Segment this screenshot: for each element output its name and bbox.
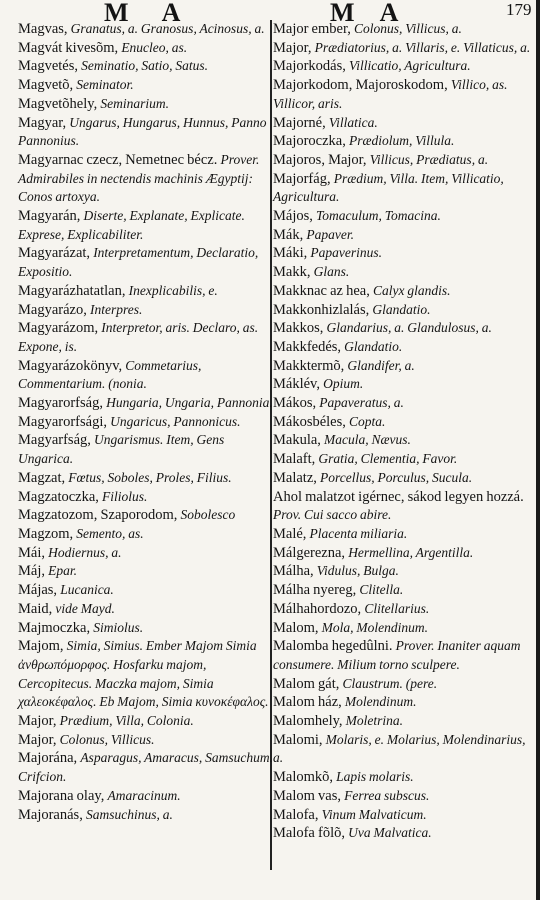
dictionary-entry — [18, 431, 280, 468]
entry-headword: Majom, — [18, 638, 67, 655]
entry-headword: Málha, — [273, 563, 317, 580]
entry-latin-gloss: Granatus, a. Granosus, Acinosus, a. — [70, 21, 265, 36]
dictionary-entry — [273, 244, 535, 263]
entry-latin-gloss: Prædiatorius, a. Villaris, e. Villaticus, a. — [314, 39, 531, 55]
entry-latin-gloss: Clitellarius. — [364, 600, 430, 616]
dictionary-entry — [273, 394, 535, 413]
dictionary-entry — [273, 57, 535, 76]
dictionary-entry — [273, 544, 535, 563]
dictionary-entry — [18, 357, 280, 394]
entry-headword: Major, — [273, 39, 315, 56]
entry-latin-gloss: Glandarius, a. Glandulosus, a. — [326, 320, 492, 336]
dictionary-entry — [273, 207, 535, 226]
entry-headword: Magzom, — [18, 525, 77, 542]
dictionary-entry — [273, 413, 535, 432]
dictionary-entry — [273, 768, 535, 787]
entry-latin-gloss: Hungaria, Ungaria, Pannonia. — [106, 395, 273, 411]
dictionary-entry — [273, 619, 535, 638]
entry-headword: Malé, — [273, 525, 310, 542]
entry-latin-gloss: Colonus, Villicus, a. — [353, 21, 462, 36]
entry-headword: Malomi, — [273, 731, 326, 748]
entry-latin-gloss: Papaverinus. — [310, 245, 382, 261]
dictionary-entry — [18, 637, 280, 712]
entry-headword: Magzatozom, Szaporodom, — [18, 507, 181, 524]
entry-latin-gloss: Fœtus, Soboles, Proles, Filius. — [68, 469, 232, 485]
entry-headword: Majorana olay, — [18, 787, 108, 804]
entry-headword: Magyarázat, — [18, 245, 94, 262]
entry-headword: Majoros, Major, — [273, 151, 370, 168]
dictionary-entry — [273, 488, 535, 525]
dictionary-entry — [18, 95, 280, 114]
entry-headword: Majorkodás, — [273, 58, 350, 75]
dictionary-entry — [273, 338, 535, 357]
left-column — [18, 20, 280, 824]
entry-headword: Makk, — [273, 264, 314, 281]
entry-headword: Malomhely, — [273, 713, 346, 730]
entry-latin-gloss: Prover. Inaniter aquam consumere. Milium torno sculpere. — [273, 638, 521, 672]
dictionary-entry — [273, 731, 535, 768]
dictionary-entry — [273, 600, 535, 619]
dictionary-entry — [18, 469, 280, 488]
dictionary-entry — [18, 394, 280, 413]
dictionary-entry — [273, 581, 535, 600]
entry-headword: Majmoczka, — [18, 619, 94, 636]
dictionary-entry — [273, 114, 535, 133]
dictionary-entry — [273, 806, 535, 825]
right-column — [273, 20, 535, 843]
entry-latin-gloss: Glandifer, a. — [347, 357, 415, 373]
header-right-letters: M A — [330, 0, 409, 27]
entry-headword: Majorfág, — [273, 170, 334, 187]
entry-headword: Magyarorfsági, — [18, 413, 111, 430]
entry-latin-gloss: vide Mayd. — [55, 600, 115, 616]
entry-latin-gloss: Commetarius, Commentarium. (nonia. — [18, 357, 202, 392]
entry-headword: Major, — [18, 731, 60, 748]
dictionary-entry — [18, 39, 280, 58]
dictionary-entry — [18, 20, 280, 39]
entry-headword: Magyarázokönyv, — [18, 357, 126, 374]
entry-latin-gloss: Papaveratus, a. — [319, 395, 404, 411]
entry-latin-gloss: Prover. Admirabiles in nectendis machinis Ægyptij: Conos artoxya. — [18, 151, 260, 205]
header-left-letters: M A — [104, 0, 195, 27]
entry-latin-gloss: Glans. — [313, 264, 350, 280]
entry-latin-gloss: Lucanica. — [60, 582, 114, 598]
entry-latin-gloss: Molendinum. — [344, 694, 417, 710]
entry-latin-gloss: Molaris, e. Molarius, Molendinarius, a. — [273, 731, 526, 766]
dictionary-entry — [18, 712, 280, 731]
entry-latin-gloss: Samsuchinus, a. — [85, 806, 173, 822]
entry-latin-gloss: Prædium, Villa, Colonia. — [59, 713, 194, 729]
entry-headword: Máki, — [273, 245, 311, 262]
dictionary-entry — [273, 431, 535, 450]
entry-latin-gloss: Ungarus, Hungarus, Hunnus, Panno Pannonius. — [18, 114, 267, 149]
entry-latin-gloss: Ungaricus, Pannonicus. — [110, 413, 241, 429]
entry-headword: Malom ház, — [273, 694, 345, 711]
entry-latin-gloss: Seminatio, Satio, Satus. — [81, 58, 208, 74]
entry-latin-gloss: Calyx glandis. — [372, 282, 451, 298]
entry-headword: Magvas, — [18, 21, 71, 37]
entry-latin-gloss: Clitella. — [359, 582, 404, 598]
dictionary-entry — [18, 581, 280, 600]
entry-headword: Ahol malatzot igérnec, sákod legyen hozzá. — [273, 488, 524, 505]
entry-headword: Magyarázo, — [18, 301, 90, 318]
entry-headword: Majorkodom, Majoroskodom, — [273, 77, 451, 94]
entry-latin-gloss: Inexplicabilis, e. — [128, 282, 218, 298]
page-number: 179 — [506, 0, 532, 19]
dictionary-entry — [18, 600, 280, 619]
entry-latin-gloss: Claustrum. (pere. — [342, 675, 438, 691]
dictionary-entry — [273, 525, 535, 544]
entry-latin-gloss: Interpretamentum, Declaratio, Expositio. — [18, 245, 259, 280]
entry-latin-gloss: Placenta miliaria. — [309, 525, 408, 541]
entry-latin-gloss: Villicatio, Agricultura. — [349, 58, 471, 74]
entry-headword: Magzat, — [18, 469, 69, 486]
dictionary-entry — [18, 57, 280, 76]
entry-headword: Magyarnac czecz, Nemetnec bécz. — [18, 151, 221, 168]
entry-latin-gloss: Asparagus, Amaracus, Samsuchum. Crifcion. — [18, 750, 273, 785]
dictionary-entry — [273, 375, 535, 394]
entry-headword: Magyarán, — [18, 208, 84, 225]
entry-headword: Makkfedés, — [273, 338, 345, 355]
dictionary-entry — [18, 619, 280, 638]
entry-latin-gloss: Ungarismus. Item, Gens Ungarica. — [18, 432, 225, 467]
entry-latin-gloss: Uva Malvatica. — [348, 825, 432, 841]
entry-latin-gloss: Glandatio. — [344, 338, 403, 354]
entry-latin-gloss: Seminator. — [76, 77, 134, 93]
entry-latin-gloss: Tomaculum, Tomacina. — [316, 208, 441, 224]
dictionary-entry — [273, 693, 535, 712]
entry-latin-gloss: Hermellina, Argentilla. — [348, 544, 474, 560]
entry-headword: Malom, — [273, 619, 322, 636]
entry-latin-gloss: Hodiernus, a. — [48, 544, 122, 560]
entry-latin-gloss: Villatica. — [328, 114, 378, 130]
entry-headword: Magvetõhely, — [18, 95, 101, 112]
dictionary-entry — [273, 319, 535, 338]
dictionary-entry — [18, 544, 280, 563]
entry-headword: Makkonhizlalás, — [273, 301, 373, 318]
entry-latin-gloss: Vinum Malvaticum. — [321, 806, 427, 822]
entry-latin-gloss: Seminarium. — [100, 95, 169, 111]
dictionary-entry — [18, 114, 280, 151]
entry-headword: Makkos, — [273, 320, 327, 337]
entry-headword: Magzatoczka, — [18, 488, 103, 505]
dictionary-entry — [273, 76, 535, 113]
entry-headword: Majorné, — [273, 114, 329, 131]
entry-headword: Málhahordozo, — [273, 600, 365, 617]
entry-latin-gloss: Prov. Cui sacco abire. — [273, 507, 392, 523]
dictionary-entry — [18, 506, 280, 525]
dictionary-entry — [18, 806, 280, 825]
dictionary-entry — [273, 170, 535, 207]
entry-latin-gloss: Simia, Simius. Ember Majom Simia ἀνθρωπόμορφος. Hosfarku majom, Cercopitecus. Maczka majom, Simia χαλεοκέφαλος. Eb Majom, Simia κυνοκέφαλος. — [18, 638, 269, 710]
entry-latin-gloss: Vidulus, Bulga. — [316, 563, 399, 579]
dictionary-entry — [273, 39, 535, 58]
dictionary-entry — [18, 301, 280, 320]
entry-latin-gloss: Enucleo, as. — [121, 39, 188, 55]
entry-latin-gloss: Simiolus. — [93, 619, 144, 635]
entry-headword: Malom gát, — [273, 675, 343, 692]
entry-headword: Malomba hegedûlni. — [273, 638, 396, 655]
dictionary-entry — [273, 450, 535, 469]
entry-headword: Magvetõ, — [18, 77, 77, 94]
entry-latin-gloss: Opium. — [323, 376, 364, 392]
entry-latin-gloss: Diserte, Explanate, Explicate. Exprese, Explicabiliter. — [18, 208, 245, 242]
entry-headword: Máj, — [18, 563, 49, 580]
dictionary-entry — [273, 562, 535, 581]
entry-headword: Mákos, — [273, 395, 320, 412]
entry-headword: Magyarorfság, — [18, 395, 107, 412]
dictionary-entry — [273, 226, 535, 245]
entry-headword: Málgerezna, — [273, 544, 349, 561]
entry-headword: Mákosbéles, — [273, 413, 350, 430]
entry-latin-gloss: Semento, as. — [76, 525, 144, 541]
dictionary-entry — [273, 787, 535, 806]
dictionary-entry — [18, 151, 280, 207]
entry-headword: Malofa fõlõ, — [273, 825, 349, 842]
dictionary-entry — [273, 824, 535, 843]
entry-latin-gloss: Interpretor, aris. Declaro, as. Expone, is. — [18, 320, 259, 354]
entry-headword: Majoranás, — [18, 806, 86, 823]
entry-latin-gloss: Prædium, Villa. Item, Villicatio, Agricultura. — [273, 170, 504, 205]
entry-headword: Magyar, — [18, 114, 70, 131]
dictionary-entry — [273, 151, 535, 170]
entry-headword: Majoroczka, — [273, 133, 349, 150]
entry-headword: Malatz, — [273, 469, 321, 486]
entry-headword: Majorána, — [18, 750, 81, 767]
dictionary-entry — [18, 525, 280, 544]
entry-headword: Mák, — [273, 226, 307, 243]
entry-latin-gloss: Filiolus. — [102, 488, 148, 504]
dictionary-entry — [18, 207, 280, 244]
entry-latin-gloss: Porcellus, Porculus, Sucula. — [320, 469, 473, 485]
entry-headword: Máklév, — [273, 376, 324, 393]
dictionary-entry — [273, 675, 535, 694]
entry-headword: Magyarfság, — [18, 432, 95, 449]
entry-latin-gloss: Colonus, Villicus. — [59, 731, 155, 747]
entry-latin-gloss: Lapis molaris. — [336, 769, 414, 785]
entry-latin-gloss: Prædiolum, Villula. — [349, 133, 455, 149]
dictionary-entry — [18, 488, 280, 507]
entry-headword: Magyarázhatatlan, — [18, 282, 129, 299]
entry-latin-gloss: Glandatio. — [372, 301, 431, 317]
entry-headword: Malofa, — [273, 806, 322, 823]
entry-headword: Magvetés, — [18, 58, 82, 75]
entry-latin-gloss: Villicus, Prædiatus, a. — [369, 151, 489, 167]
entry-headword: Málha nyereg, — [273, 582, 360, 599]
dictionary-entry — [18, 749, 280, 786]
entry-latin-gloss: Gratia, Clementia, Favor. — [318, 451, 458, 467]
entry-headword: Magvát kivesõm, — [18, 39, 122, 56]
entry-latin-gloss: Ferrea subscus. — [344, 787, 430, 803]
entry-headword: Mái, — [18, 544, 49, 561]
page-edge — [536, 0, 540, 900]
entry-headword: Magyarázom, — [18, 320, 102, 337]
entry-headword: Májos, — [273, 208, 316, 225]
dictionary-entry — [273, 357, 535, 376]
dictionary-entry — [273, 282, 535, 301]
dictionary-entry — [273, 263, 535, 282]
dictionary-entry — [273, 20, 535, 39]
entry-latin-gloss: Copta. — [349, 413, 386, 429]
entry-latin-gloss: Interpres. — [89, 301, 143, 317]
entry-headword: Malom vas, — [273, 787, 345, 804]
dictionary-entry — [18, 244, 280, 281]
entry-latin-gloss: Sobolesco — [180, 507, 236, 523]
dictionary-entry — [273, 712, 535, 731]
entry-latin-gloss: Epar. — [48, 563, 77, 579]
dictionary-entry — [18, 282, 280, 301]
entry-latin-gloss: Macula, Nævus. — [324, 432, 411, 448]
entry-latin-gloss: Papaver. — [306, 226, 354, 242]
dictionary-entry — [18, 413, 280, 432]
entry-headword: Makula, — [273, 432, 325, 449]
entry-headword: Makknac az hea, — [273, 282, 373, 299]
entry-latin-gloss: Villico, as. Villicor, aris. — [273, 77, 508, 111]
dictionary-entry — [273, 469, 535, 488]
dictionary-entry — [18, 76, 280, 95]
entry-headword: Májas, — [18, 582, 61, 599]
dictionary-entry — [18, 787, 280, 806]
dictionary-entry — [18, 319, 280, 356]
dictionary-entry — [18, 562, 280, 581]
entry-headword: Malaft, — [273, 451, 319, 468]
entry-headword: Major ember, — [273, 21, 354, 37]
dictionary-entry — [273, 637, 535, 674]
entry-latin-gloss: Amaracinum. — [107, 787, 181, 803]
dictionary-entry — [273, 301, 535, 320]
entry-headword: Maid, — [18, 600, 56, 617]
entry-headword: Makktermõ, — [273, 357, 348, 374]
dictionary-entry — [273, 132, 535, 151]
entry-headword: Malomkõ, — [273, 769, 337, 786]
entry-latin-gloss: Moletrina. — [345, 713, 404, 729]
dictionary-entry — [18, 731, 280, 750]
entry-headword: Major, — [18, 713, 60, 730]
entry-latin-gloss: Mola, Molendinum. — [321, 619, 429, 635]
